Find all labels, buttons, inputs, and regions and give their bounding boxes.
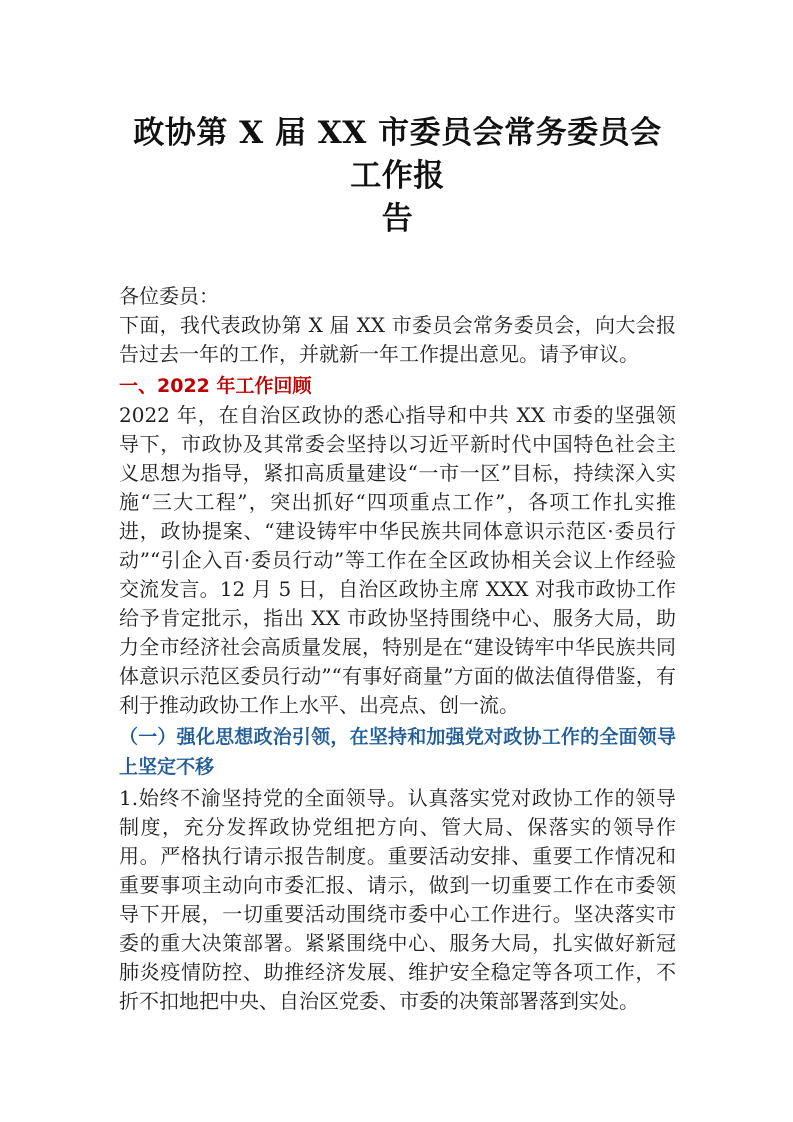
document-title	[119, 112, 676, 241]
item-1-paragraph: 1.始终不渝坚持党的全面领导。认真落实党对政协工作的领导制度，充分发挥政协党组把方向、管大局、保落实的领导作用。严格执行请示报告制度。重要活动安排、重要工作情况和重要事项主动向市委汇报、请示，做到一切重要工作在市委领导下开展，一切重要活动围绕市委中心工作进行。坚决落实市委的重大决策部署。紧紧围绕中心、服务大局，扎实做好新冠肺炎疫情防控、助推经济发展、维护安全稳定等各项工作，不折不扣地把中央、自治区党委、市委的决策部署落到实处。	[119, 786, 676, 1013]
section-heading-review: 一、2022 年工作回顾	[119, 375, 312, 397]
title-line-2: 告	[381, 201, 414, 237]
review-paragraph: 2022 年，在自治区政协的悉心指导和中共 XX 市委的坚强领导下，市政协及其常委会坚持以习近平新时代中国特色社会主义思想为指导，紧扣高质量建设“一市一区”目标，持续深入实施“三大工程”，突出抓好“四项重点工作”，各项工作扎实推进，政协提案、“建设铸牢中华民族共同体意识示范区·委员行动”“引企入百·委员行动”等工作在全区政协相关会议上作经验交流发言。12 月 5 日，自治区政协主席 XXX 对我市政协工作给予肯定批示，指出 XX 市政协坚持围绕中心、服务大局，助力全市经济社会高质量发展，特别是在“建设铸牢中华民族共同体意识示范区委员行动”“有事好商量”方面的做法值得借鉴，有利于推动政协工作上水平、出亮点、创一流。	[119, 403, 676, 717]
salutation: 各位委员：	[119, 284, 219, 308]
intro-paragraph: 下面，我代表政协第 X 届 XX 市委员会常务委员会，向大会报告过去一年的工作，并就新一年工作提出意见。请予审议。	[119, 313, 676, 366]
subsection-heading-1: （一）强化思想政治引领，在坚持和加强党对政协工作的全面领导上坚定不移	[119, 726, 676, 778]
document-body	[119, 282, 676, 1016]
title-line-1: 政协第 X 届 XX 市委员会常务委员会工作报	[133, 115, 662, 194]
